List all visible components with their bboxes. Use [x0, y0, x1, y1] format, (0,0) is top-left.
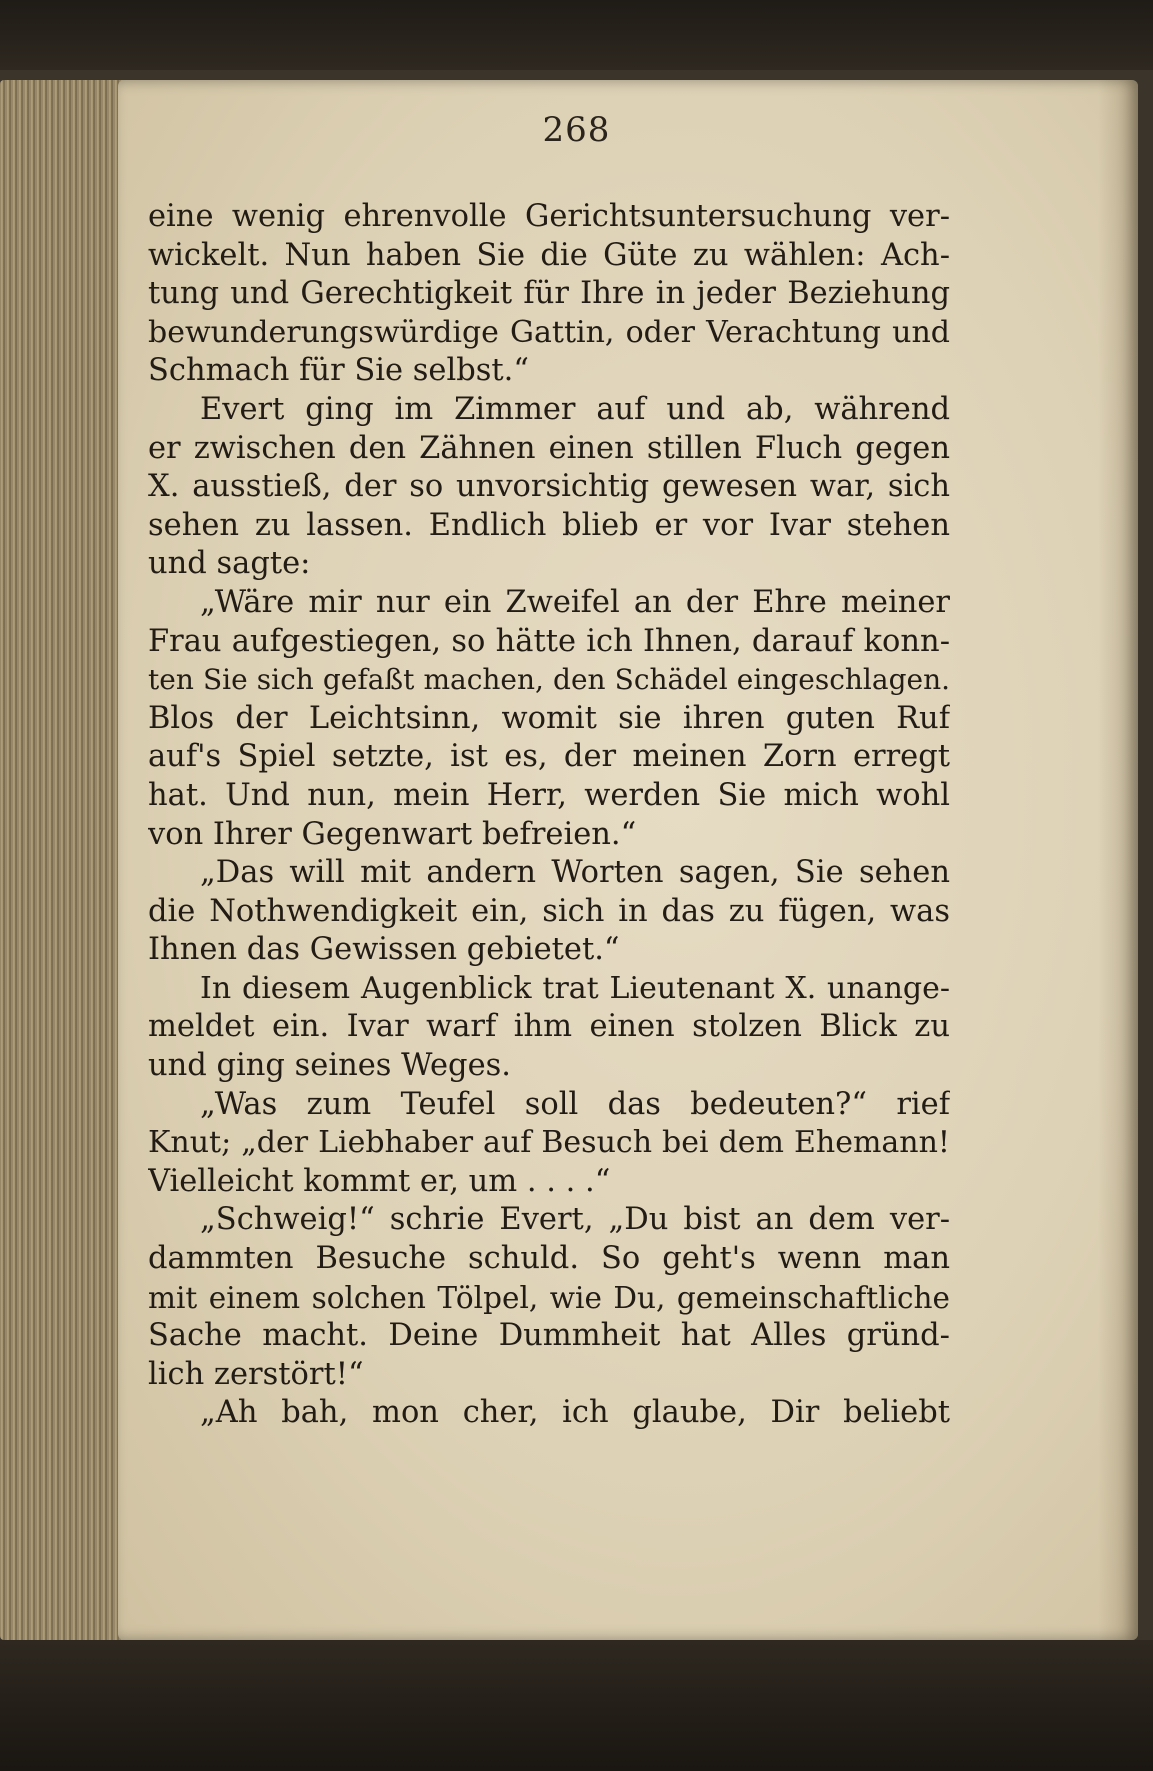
- text-line: Vielleicht kommt er, um . . . .“: [148, 1163, 611, 1199]
- text-line: „Schweig!“ schrie Evert, „Du bist an dem ver-: [200, 1202, 950, 1238]
- page-gutter-shadow: [1098, 80, 1138, 1640]
- text-line: „Was zum Teufel soll das bedeuten?“ rief: [200, 1086, 950, 1122]
- text-line: „Ah bah, mon cher, ich glaube, Dir beliebt: [200, 1395, 950, 1431]
- page-number: 268: [542, 110, 611, 150]
- text-line: Schmach für Sie selbst.“: [148, 353, 529, 389]
- text-line: Knut; „der Liebhaber auf Besuch bei dem Ehemann!: [148, 1125, 950, 1161]
- text-line: er zwischen den Zähnen einen stillen Fluch gegen: [148, 430, 950, 466]
- text-line: die Nothwendigkeit ein, sich in das zu fügen, was: [148, 893, 950, 929]
- text-line: tung und Gerechtigkeit für Ihre in jeder Beziehung: [148, 276, 950, 312]
- text-line: Sache macht. Deine Dummheit hat Alles gründ-: [148, 1318, 950, 1354]
- text-line: bewunderungswürdige Gattin, oder Verachtung und: [148, 314, 950, 350]
- text-line: mit einem solchen Tölpel, wie Du, gemeinschaftliche: [148, 1280, 950, 1315]
- text-line: ten Sie sich gefaßt machen, den Schädel eingeschlagen.: [148, 663, 950, 697]
- body-text: [148, 198, 950, 1433]
- text-line: von Ihrer Gegenwart befreien.“: [148, 816, 637, 852]
- text-line: Frau aufgestiegen, so hätte ich Ihnen, darauf konn-: [148, 623, 950, 659]
- text-line: und sagte:: [148, 546, 311, 582]
- text-line: hat. Und nun, mein Herr, werden Sie mich wohl: [148, 777, 950, 813]
- text-line: Evert ging im Zimmer auf und ab, während: [200, 391, 950, 427]
- text-line: Ihnen das Gewissen gebietet.“: [148, 932, 620, 968]
- text-line: lich zerstört!“: [148, 1356, 364, 1392]
- text-line: meldet ein. Ivar warf ihm einen stolzen Blick zu: [148, 1009, 950, 1045]
- scan-background-top: [0, 0, 1153, 70]
- text-line: In diesem Augenblick trat Lieutenant X. unange-: [200, 970, 950, 1006]
- text-line: „Wäre mir nur ein Zweifel an der Ehre meiner: [200, 584, 950, 620]
- text-line: sehen zu lassen. Endlich blieb er vor Ivar stehen: [148, 507, 950, 543]
- text-line: auf's Spiel setzte, ist es, der meinen Zorn erregt: [148, 739, 950, 775]
- scan-background-bottom: [0, 1640, 1153, 1771]
- text-line: wickelt. Nun haben Sie die Güte zu wählen: Ach-: [148, 237, 950, 273]
- text-line: dammten Besuche schuld. So geht's wenn man: [148, 1241, 950, 1277]
- text-line: eine wenig ehrenvolle Gerichtsuntersuchung ver-: [148, 199, 950, 234]
- text-line: Blos der Leichtsinn, womit sie ihren guten Ruf: [148, 700, 950, 736]
- text-line: X. ausstieß, der so unvorsichtig gewesen war, sich: [148, 469, 950, 505]
- text-line: und ging seines Weges.: [148, 1048, 511, 1084]
- text-line: „Das will mit andern Worten sagen, Sie sehen: [200, 855, 950, 891]
